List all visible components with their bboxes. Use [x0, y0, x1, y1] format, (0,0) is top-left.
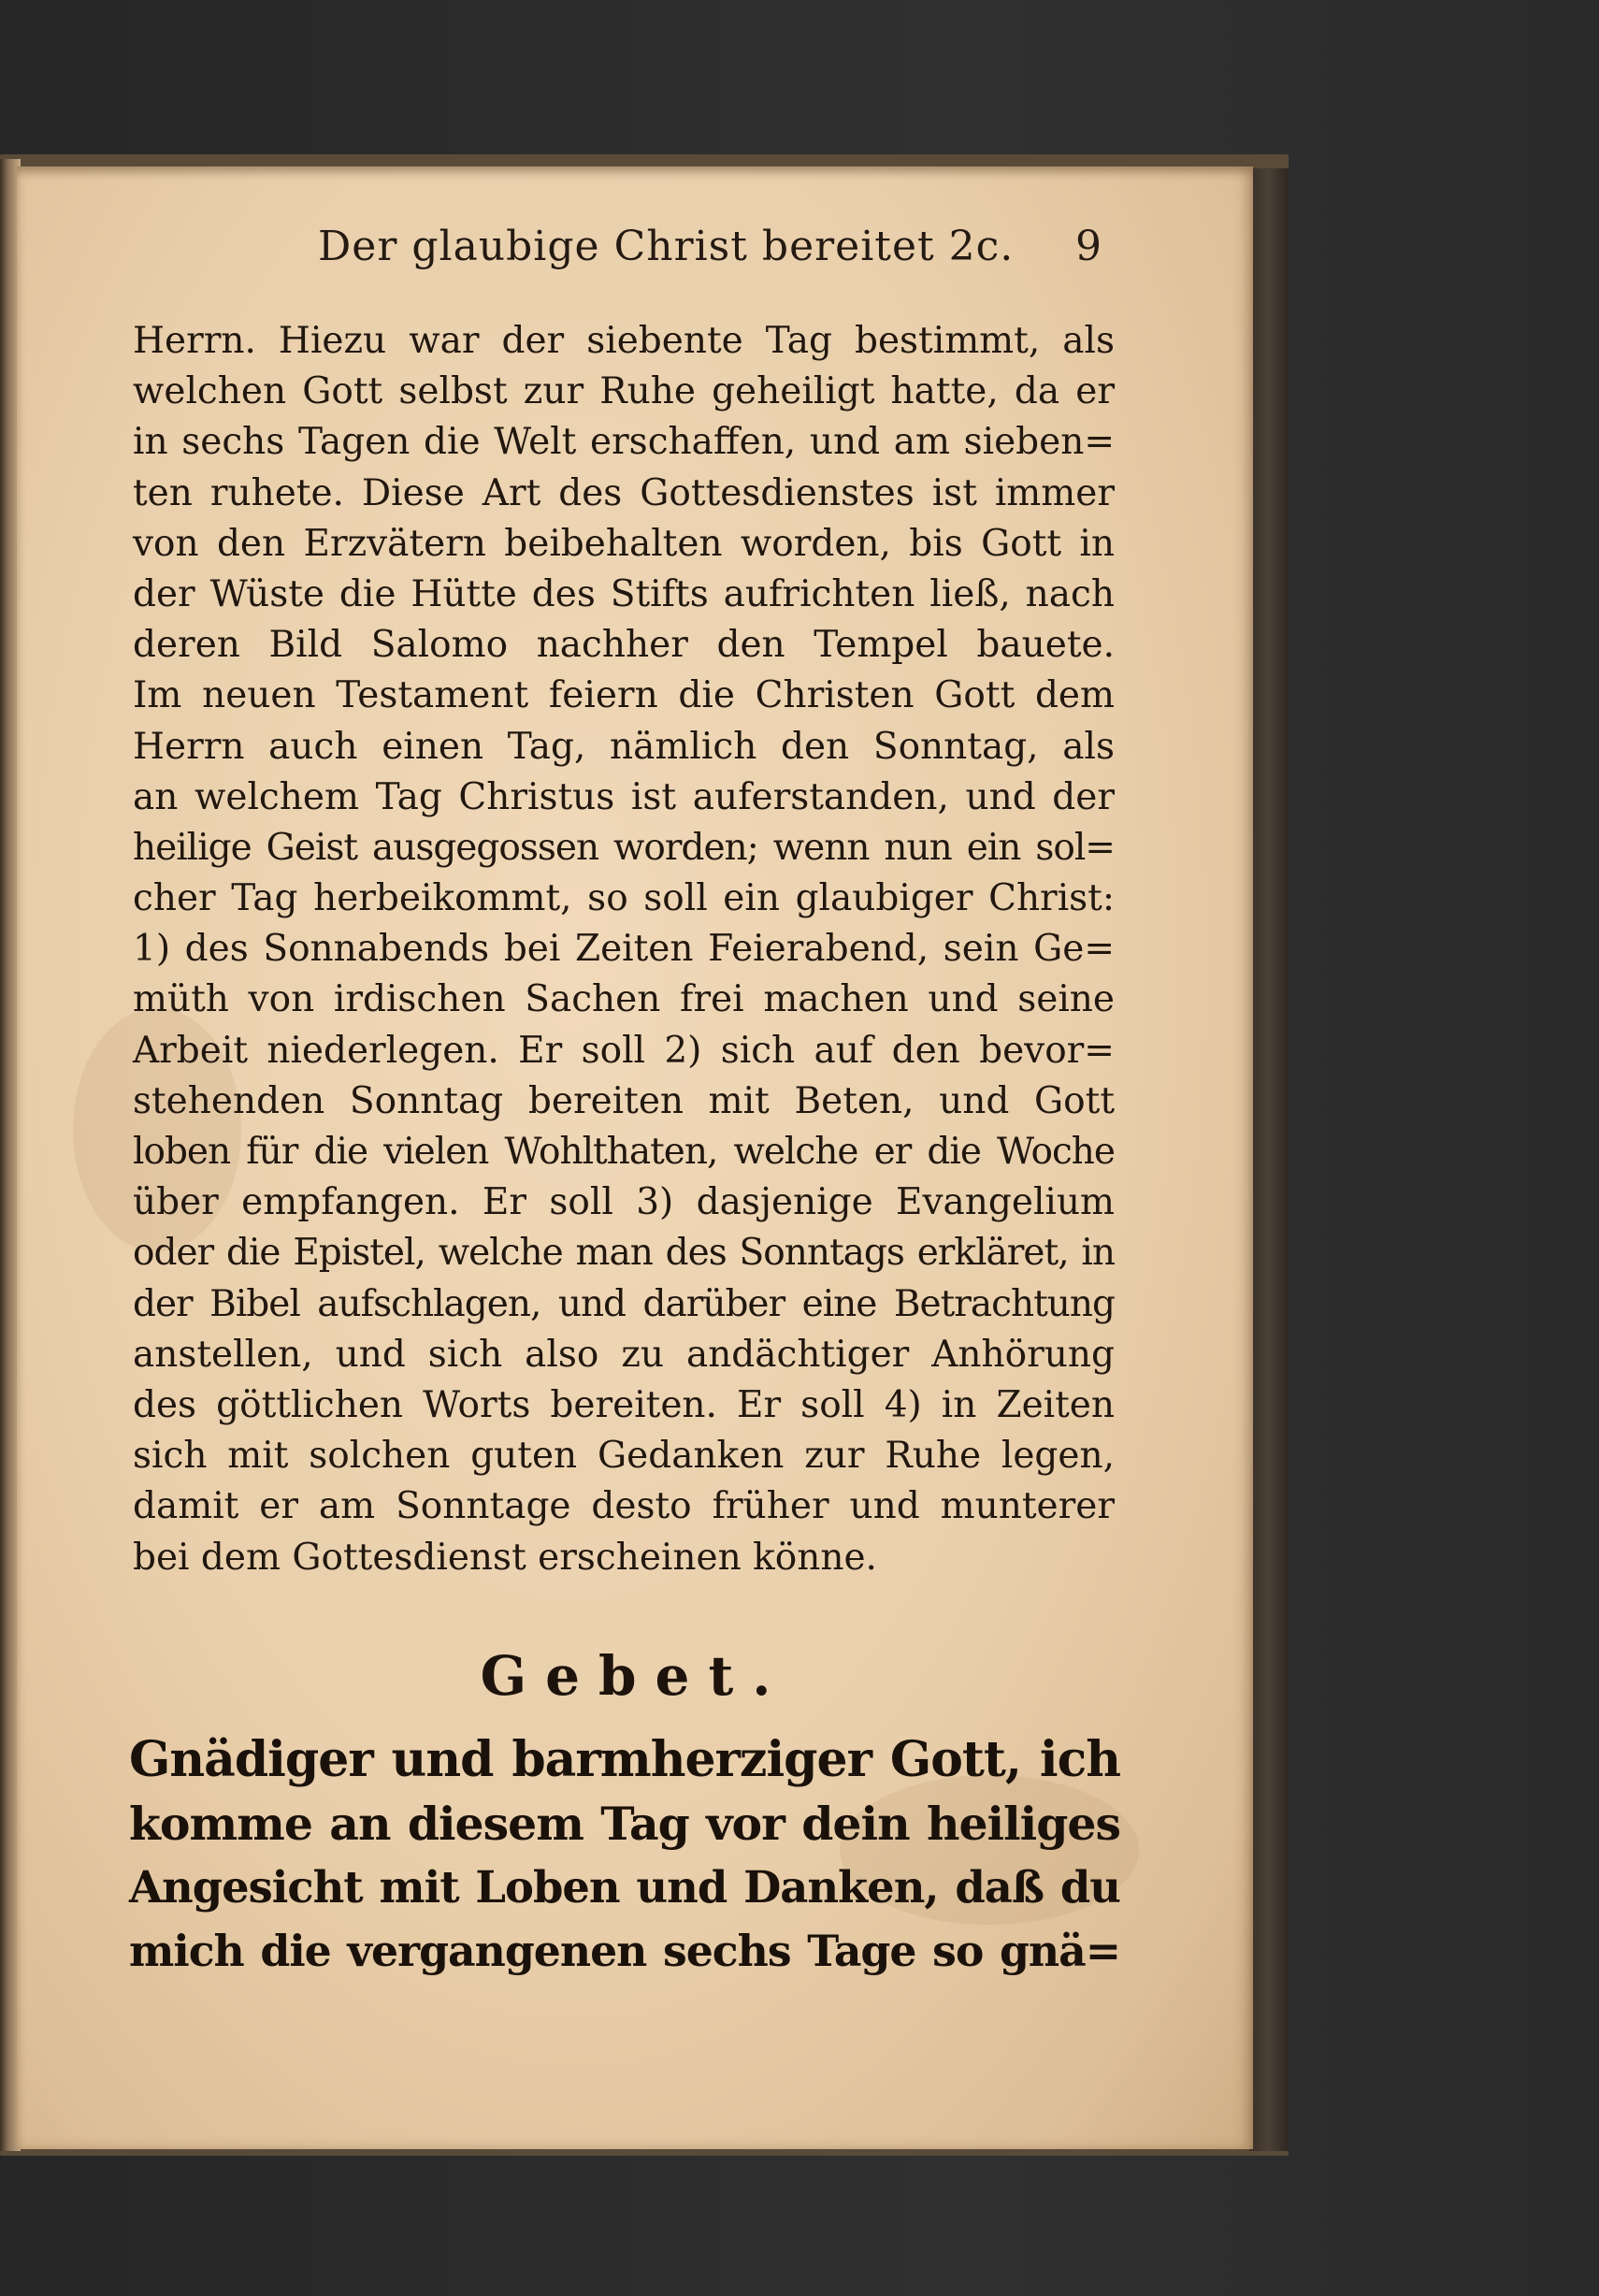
text-line: ten ruhete. Diese Art des Gottesdienstes ist immer: [133, 471, 1115, 514]
text-line: stehenden Sonntag bereiten mit Beten, und Gott: [133, 1079, 1115, 1122]
page-header: [17, 223, 1253, 279]
text-line: Arbeit niederlegen. Er soll 2) sich auf den bevor=: [133, 1029, 1115, 1072]
text-line: Herrn. Hiezu war der siebente Tag bestimmt, als: [133, 320, 1115, 362]
text-line: in sechs Tagen die Welt erschaffen, und am sieben=: [133, 421, 1115, 464]
text-line: 1) des Sonnabends bei Zeiten Feierabend, sein Ge=: [133, 928, 1115, 971]
text-line: Herrn auch einen Tag, nämlich den Sonntag, als: [133, 725, 1115, 768]
text-line: damit er am Sonntage desto früher und munterer: [133, 1485, 1115, 1528]
text-line: der Wüste die Hütte des Stifts aufrichten ließ, nach: [133, 572, 1115, 615]
text-line: welchen Gott selbst zur Ruhe geheiligt hatte, da er: [133, 370, 1115, 413]
text-line: heilige Geist ausgegossen worden; wenn nun ein sol=: [133, 826, 1115, 869]
prayer-heading: Gebet.: [480, 1644, 790, 1708]
page-number: 9: [1075, 223, 1102, 270]
main-paragraph: [133, 316, 1115, 1583]
prayer-line: komme an diesem Tag vor dein heiliges: [129, 1797, 1120, 1851]
text-line: müth von irdischen Sachen frei machen und seine: [133, 978, 1115, 1021]
prayer-line: mich die vergangenen sechs Tage so gnä=: [129, 1926, 1120, 1976]
book-page: [17, 166, 1253, 2149]
text-line: der Bibel aufschlagen, und darüber eine Betrachtung: [133, 1282, 1115, 1325]
running-title: Der glaubige Christ bereitet 2c.: [318, 223, 1015, 270]
text-line: Im neuen Testament feiern die Christen Gott dem: [133, 674, 1115, 717]
prayer-line: Angesicht mit Loben und Danken, daß du: [129, 1861, 1120, 1913]
text-line: sich mit solchen guten Gedanken zur Ruhe legen,: [133, 1435, 1115, 1478]
text-line: bei dem Gottesdienst erscheinen könne.: [133, 1536, 877, 1579]
text-line: deren Bild Salomo nachher den Tempel bauete.: [133, 624, 1115, 667]
text-line: cher Tag herbeikommt, so soll ein glaubiger Christ:: [133, 877, 1115, 920]
right-cover-edge: [1249, 168, 1289, 2151]
text-line: über empfangen. Er soll 3) dasjenige Evangelium: [133, 1181, 1115, 1224]
prayer-line: Gnädiger und barmherziger Gott, ich: [129, 1731, 1120, 1788]
text-line: anstellen, und sich also zu andächtiger Anhörung: [133, 1333, 1115, 1376]
prayer-paragraph: [129, 1728, 1120, 1983]
text-line: des göttlichen Worts bereiten. Er soll 4) in Zeiten: [133, 1383, 1115, 1426]
text-line: loben für die vielen Wohlthaten, welche er die Woche: [133, 1131, 1115, 1173]
text-line: von den Erzvätern beibehalten worden, bis Gott in: [133, 522, 1115, 565]
text-line: oder die Epistel, welche man des Sonntags erkläret, in: [133, 1232, 1115, 1275]
text-line: an welchem Tag Christus ist auferstanden, und der: [133, 775, 1115, 818]
